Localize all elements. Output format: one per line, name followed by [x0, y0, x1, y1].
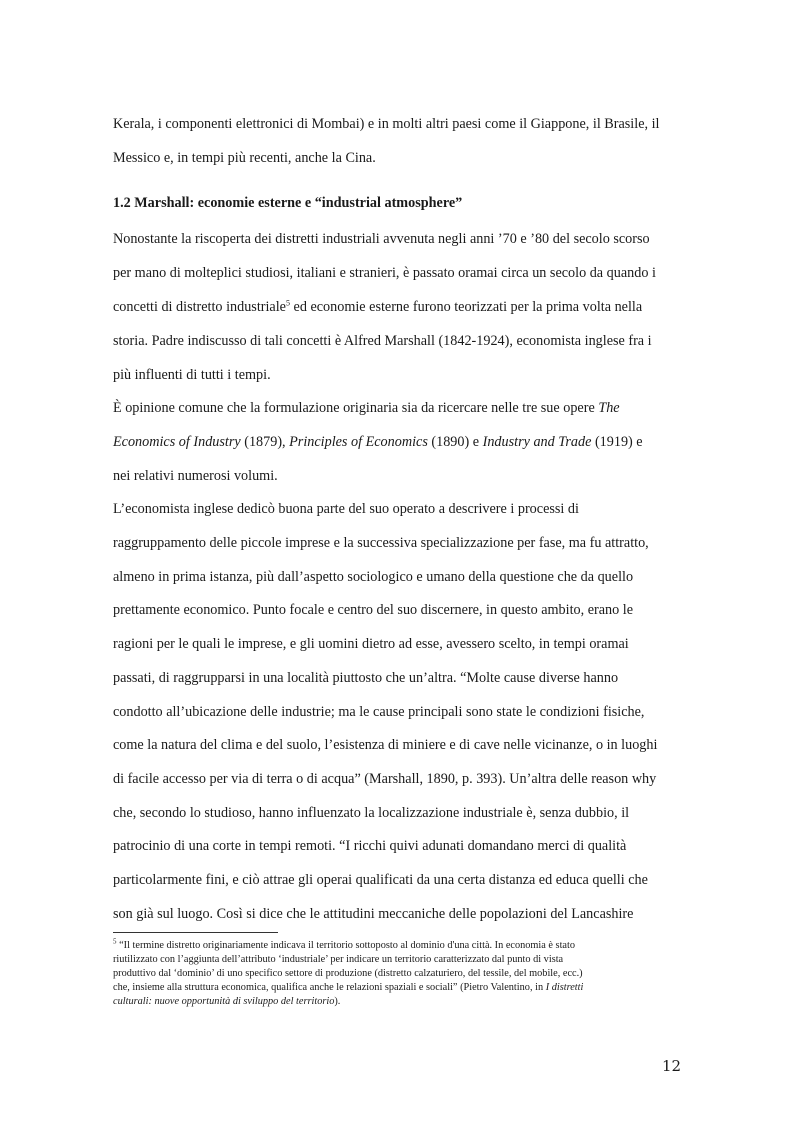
body-line: [113, 399, 620, 417]
book-title: Economics of Industry: [113, 434, 241, 450]
text-run: che, insieme alla struttura economica, qualifica anche le relazioni spaziali e sociali” (Pietro Valentino, in: [113, 982, 546, 993]
book-title: I distretti: [545, 982, 584, 993]
body-line: che, secondo lo studioso, hanno influenzato la localizzazione industriale è, senza dubbio, il: [113, 805, 630, 821]
book-title: culturali: nuove opportunità di sviluppo del territorio: [113, 996, 335, 1007]
body-line: passati, di raggrupparsi in una località piuttosto che un’altra. “Molte cause diverse hanno: [113, 670, 619, 686]
body-line: storia. Padre indiscusso di tali concetti è Alfred Marshall (1842-1924), economista inglese fra i: [113, 333, 652, 349]
body-line: L’economista inglese dedicò buona parte del suo operato a descrivere i processi di: [113, 501, 579, 517]
body-line: almeno in prima istanza, più dall’aspetto sociologico e umano della questione che da quello: [113, 569, 634, 585]
body-line: di facile accesso per via di terra o di acqua” (Marshall, 1890, p. 393). Un’altra delle reason why: [113, 771, 657, 787]
text-run: concetti di distretto industriale: [113, 299, 286, 315]
text-run: (1890) e: [427, 434, 483, 450]
book-title: Principles of Economics: [289, 434, 428, 450]
footnote-line: [113, 981, 583, 994]
body-line: Messico e, in tempi più recenti, anche la Cina.: [113, 150, 376, 166]
body-line: patrocinio di una corte in tempi remoti. “I ricchi quivi adunati domandano merci di qualità: [113, 838, 627, 854]
footnote-number: 5: [113, 937, 117, 946]
page-number: 12: [662, 1057, 682, 1075]
section-heading: 1.2 Marshall: economie esterne e “industrial atmosphere”: [113, 195, 463, 211]
body-line: ragioni per le quali le imprese, e gli uomini dietro ad esse, avessero scelto, in tempi oramai: [113, 636, 629, 652]
body-line: Kerala, i componenti elettronici di Mombai) e in molti altri paesi come il Giappone, il Brasile, il: [113, 116, 660, 132]
body-line: [113, 298, 642, 316]
body-line: prettamente economico. Punto focale e centro del suo discernere, in questo ambito, erano le: [113, 602, 634, 618]
footnote-reference[interactable]: 5: [285, 298, 290, 308]
body-line: [113, 433, 643, 451]
body-line: son già sul luogo. Così si dice che le attitudini meccaniche delle popolazioni del Lancashire: [113, 906, 634, 922]
book-title: The: [598, 400, 620, 416]
book-title: Industry and Trade: [482, 434, 592, 450]
body-line: condotto all’ubicazione delle industrie; ma le cause principali sono state le condizioni fisiche,: [113, 704, 645, 720]
footnote-line: produttivo dal ‘dominio’ di uno specifico settore di produzione (distretto calzaturiero, del tessile, del mobile, ecc.): [113, 968, 583, 979]
body-line: nei relativi numerosi volumi.: [113, 468, 278, 484]
footnote-line: [113, 939, 575, 952]
text-run: ed economie esterne furono teorizzati per la prima volta nella: [289, 299, 643, 315]
text-run: (1919) e: [591, 434, 643, 450]
body-line: più influenti di tutti i tempi.: [113, 367, 271, 383]
text-run: È opinione comune che la formulazione originaria sia da ricercare nelle tre sue opere: [113, 400, 599, 416]
footnote-separator: [113, 932, 278, 933]
body-line: Nonostante la riscoperta dei distretti industriali avvenuta negli anni ’70 e ’80 del secolo scorso: [113, 231, 650, 247]
text-run: “Il termine distretto originariamente indicava il territorio sottoposto al dominio d'una città. In economia è stato: [116, 940, 576, 951]
body-line: per mano di molteplici studiosi, italiani e stranieri, è passato oramai circa un secolo da quando i: [113, 265, 656, 281]
body-line: particolarmente fini, e ciò attrae gli operai qualificati da una certa distanza ed educa quelli che: [113, 872, 648, 888]
body-line: raggruppamento delle piccole imprese e la successiva specializzazione per fase, ma fu attratto,: [113, 535, 649, 551]
footnote-line: riutilizzato con l’aggiunta dell’attributo ‘industriale’ per indicare un territorio caratterizzato dal punto di vista: [113, 954, 564, 965]
body-line: come la natura del clima e del suolo, l’esistenza di miniere e di cave nelle vicinanze, o in luoghi: [113, 737, 658, 753]
text-run: ).: [334, 996, 341, 1007]
footnote-line: [113, 995, 340, 1008]
text-run: (1879),: [240, 434, 290, 450]
